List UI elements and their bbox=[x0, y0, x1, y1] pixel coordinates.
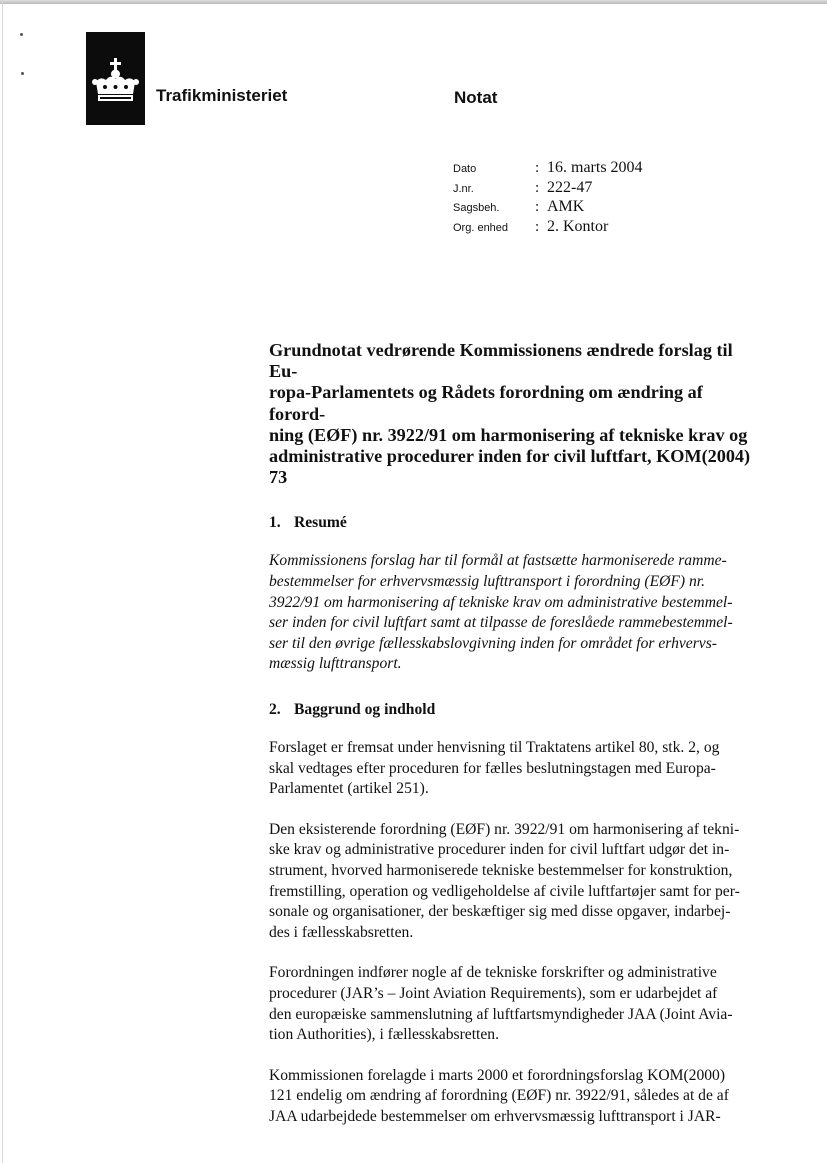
body-paragraph bbox=[269, 963, 759, 1045]
body-paragraph bbox=[269, 1066, 759, 1128]
page-top-edge bbox=[0, 0, 827, 4]
crown-icon bbox=[86, 32, 145, 125]
text-line: des i fællesskabsretten. bbox=[269, 923, 414, 941]
title-line: ning (EØF) nr. 3922/91 om harmonisering af tekniske krav og bbox=[269, 424, 748, 445]
ministry-name: Trafikministeriet bbox=[156, 86, 288, 105]
text-line: ser til den øvrige fællesskabslovgivning inden for området for erhvervs- bbox=[269, 634, 717, 652]
meta-separator: : bbox=[535, 199, 540, 215]
meta-key: Sagsbeh. bbox=[453, 202, 500, 214]
document-body bbox=[269, 340, 759, 1127]
scan-dot bbox=[21, 72, 24, 75]
ministry-logo bbox=[86, 32, 145, 125]
text-line: bestemmelser for erhvervsmæssig lufttransport i forordning (EØF) nr. bbox=[269, 573, 706, 591]
meta-key: Dato bbox=[453, 163, 477, 175]
meta-row-caseworker bbox=[453, 198, 643, 218]
metadata-block bbox=[453, 159, 643, 237]
text-line: procedurer (JAR’s – Joint Aviation Requirements), som er udarbejdet af bbox=[269, 984, 718, 1002]
meta-row-journal bbox=[453, 179, 643, 199]
title-line: administrative procedurer inden for civil luftfart, KOM(2004) 73 bbox=[269, 446, 751, 488]
meta-row-date bbox=[453, 159, 643, 179]
meta-value: 222-47 bbox=[547, 178, 593, 196]
meta-value: 2. Kontor bbox=[547, 217, 609, 235]
text-line: skal vedtages efter proceduren for fælles beslutningstagen med Europa- bbox=[269, 759, 716, 777]
scan-dot bbox=[20, 33, 23, 36]
text-line: den europæiske sammenslutning af luftfartsmyndigheder JAA (Joint Avia- bbox=[269, 1005, 733, 1023]
section-title: Baggrund og indhold bbox=[294, 700, 436, 718]
text-line: Parlamentet (artikel 251). bbox=[269, 780, 429, 798]
text-line: ske krav og administrative procedurer inden for civil luftfart udgør det in- bbox=[269, 841, 730, 859]
page-left-edge bbox=[2, 0, 3, 1163]
document-title bbox=[269, 340, 759, 488]
text-line: Kommissionen forelagde i marts 2000 et forordningsforslag KOM(2000) bbox=[269, 1066, 726, 1084]
section-number: 2. bbox=[269, 700, 281, 718]
meta-separator: : bbox=[535, 160, 540, 176]
meta-key: J.nr. bbox=[453, 182, 474, 195]
text-line: strument, hvorved harmoniserede tekniske bestemmelser for konstruktion, bbox=[269, 861, 733, 879]
text-line: Forordningen indfører nogle af de tekniske forskrifter og administrative bbox=[269, 964, 717, 982]
text-line: Kommissionens forslag har til formål at fastsætte harmoniserede ramme- bbox=[269, 552, 727, 570]
text-line: 3922/91 om harmonisering af tekniske krav om administrative bestemmel- bbox=[269, 593, 733, 611]
text-line: ser inden for civil luftfart samt at tilpasse de foreslåede rammebestemmel- bbox=[269, 614, 733, 632]
section-heading-background bbox=[269, 701, 759, 719]
section-title: Resumé bbox=[294, 514, 347, 532]
document-type: Notat bbox=[454, 88, 498, 107]
title-line: Grundnotat vedrørende Kommissionens ændrede forslag til Eu- bbox=[269, 340, 733, 382]
meta-separator: : bbox=[535, 179, 540, 196]
section-number: 1. bbox=[269, 514, 281, 532]
resume-paragraph bbox=[269, 551, 759, 675]
section-heading-resume bbox=[269, 514, 759, 532]
body-paragraph bbox=[269, 738, 759, 800]
meta-row-unit bbox=[453, 218, 643, 238]
text-line: mæssig lufttransport. bbox=[269, 655, 402, 673]
meta-key: Org. enhed bbox=[453, 221, 509, 234]
text-line: Forslaget er fremsat under henvisning til Traktatens artikel 80, stk. 2, og bbox=[269, 738, 720, 756]
meta-value: AMK bbox=[547, 198, 585, 215]
text-line: 121 endelig om ændring af forordning (EØF) nr. 3922/91, således at de af bbox=[269, 1087, 729, 1105]
text-line: fremstilling, operation og vedligeholdelse af civile luftfartøjer samt for per- bbox=[269, 882, 740, 900]
text-line: JAA udarbejdede bestemmelser om erhvervsmæssig lufttransport i JAR- bbox=[269, 1107, 721, 1125]
body-paragraph bbox=[269, 820, 759, 944]
meta-separator: : bbox=[535, 218, 540, 235]
title-line: ropa-Parlamentets og Rådets forordning om ændring af forord- bbox=[269, 382, 703, 424]
text-line: sonale og organisationer, der beskæftiger sig med disse opgaver, indarbej- bbox=[269, 903, 731, 921]
meta-value: 16. marts 2004 bbox=[547, 159, 643, 176]
text-line: tion Authorities), i fællesskabsretten. bbox=[269, 1026, 499, 1044]
text-line: Den eksisterende forordning (EØF) nr. 3922/91 om harmonisering af tekni- bbox=[269, 820, 740, 838]
